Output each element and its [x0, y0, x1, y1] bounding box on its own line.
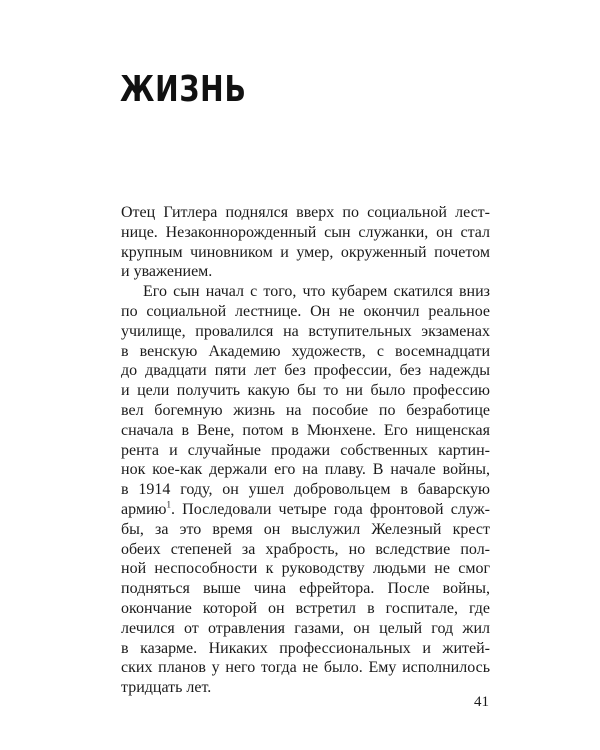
- text-line: в венскую Академию художеств, с восемнадцати: [121, 342, 490, 360]
- text-line: вел богемную жизнь на пособие по безработице: [121, 401, 490, 419]
- text-line: училище, провалился на вступительных экзаменах: [121, 322, 490, 340]
- text-line: Его сын начал с того, что кубарем скатился вниз: [143, 283, 490, 301]
- text-line: в казарме. Никаких профессиональных и житей-: [121, 639, 490, 657]
- text-line: и уважением.: [121, 263, 213, 281]
- text-line: и цели получить какую бы то ни было профессию: [121, 382, 490, 400]
- text-line: до двадцати пяти лет без профессии, без надежды: [121, 362, 490, 380]
- text-fragment: армию: [121, 500, 167, 518]
- text-line: нице. Незаконнорожденный сын служанки, он стал: [121, 223, 490, 241]
- text-line: ной неспособности к руководству людьми не смог: [121, 560, 490, 578]
- text-line: бы, за это время он выслужил Железный крест: [121, 520, 490, 538]
- text-line: рента и случайные продажи собственных картин-: [121, 441, 490, 459]
- chapter-title: ЖИЗНЬ: [120, 69, 247, 110]
- text-line: окончание которой он встретил в госпитале, где: [121, 599, 490, 617]
- text-fragment: . Последовали четыре года фронтовой служ-: [171, 500, 490, 518]
- page-number: 41: [474, 694, 489, 710]
- text-line: нок кое-как держали его на плаву. В начале войны,: [121, 461, 490, 479]
- footnote-marker[interactable]: 1: [166, 499, 171, 510]
- text-line: Отец Гитлера поднялся вверх по социальной лест-: [121, 204, 490, 221]
- text-line: крупным чиновником и умер, окруженный почетом: [121, 243, 490, 261]
- text-line: обеих степеней за храбрость, но вследствие пол-: [121, 540, 490, 558]
- text-line: в 1914 году, он ушел добровольцем в баварскую: [121, 481, 490, 499]
- text-line: тридцать лет.: [121, 679, 212, 697]
- text-line: по социальной лестнице. Он не окончил реальное: [121, 302, 490, 320]
- text-line: [121, 500, 490, 520]
- body-text: [121, 203, 490, 698]
- text-line: сначала в Вене, потом в Мюнхене. Его нищенская: [121, 421, 490, 439]
- text-line: подняться выше чина ефрейтора. После войны,: [121, 580, 490, 598]
- text-line: лечился от отравления газами, он целый год жил: [121, 619, 490, 637]
- text-line: ских планов у него тогда не было. Ему исполнилось: [121, 659, 490, 677]
